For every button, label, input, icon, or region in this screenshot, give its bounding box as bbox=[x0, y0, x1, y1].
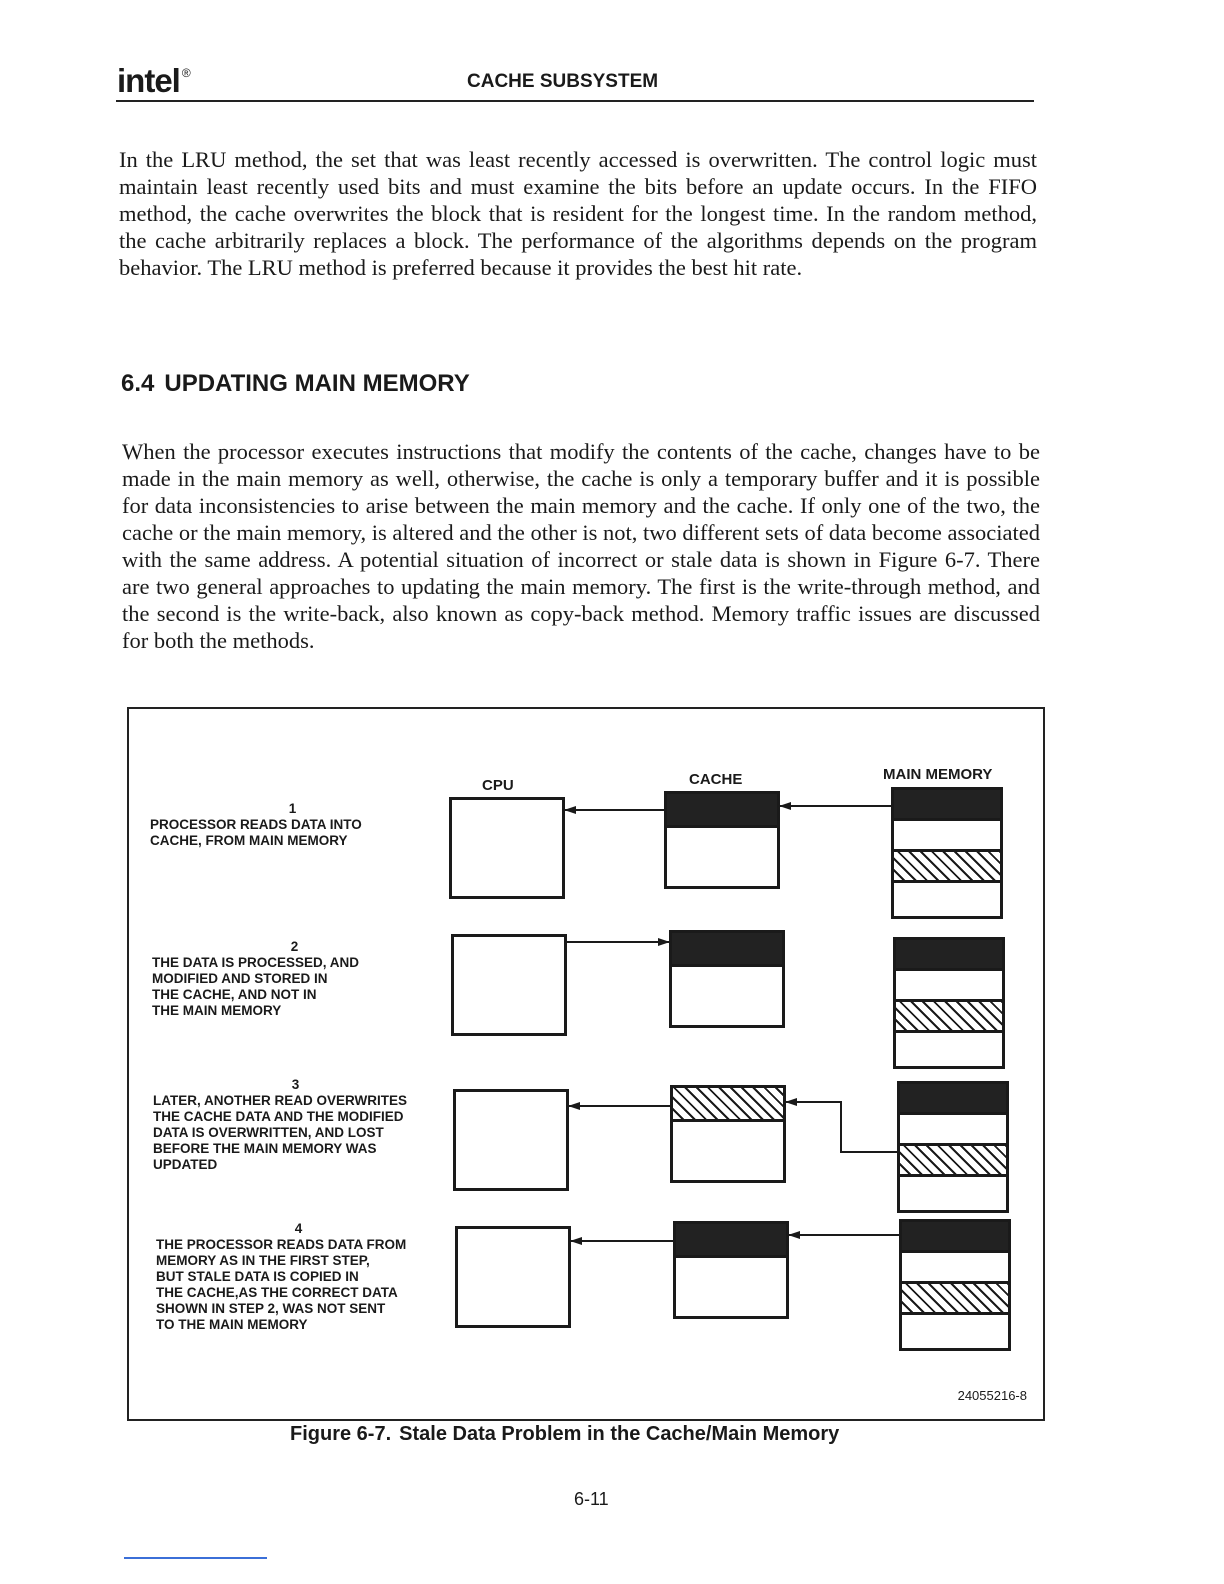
cache-line-modified bbox=[672, 933, 782, 967]
step-1-number: 1 bbox=[288, 801, 297, 816]
step-4-cpu bbox=[455, 1226, 571, 1328]
header-rule bbox=[116, 100, 1034, 102]
memory-line bbox=[902, 1315, 1008, 1346]
memory-line bbox=[902, 1253, 1008, 1284]
step-1-main-memory bbox=[891, 787, 1003, 919]
column-head-cpu: CPU bbox=[482, 777, 514, 794]
step-4-description bbox=[156, 1221, 456, 1333]
cache-line-overwritten bbox=[673, 1088, 783, 1122]
step-2-text: THE DATA IS PROCESSED, AND MODIFIED AND STORED IN THE CACHE, AND NOT IN THE MAIN MEMORY bbox=[152, 955, 360, 1018]
step-3-number: 3 bbox=[291, 1077, 300, 1092]
step-1-cache bbox=[664, 791, 780, 889]
registered-mark: ® bbox=[181, 66, 190, 80]
step-2-cpu bbox=[451, 934, 567, 1036]
memory-line bbox=[894, 821, 1000, 852]
column-head-cache: CACHE bbox=[689, 771, 743, 788]
memory-line-old bbox=[894, 852, 1000, 883]
memory-line bbox=[896, 971, 1002, 1002]
page-number: 6-11 bbox=[574, 1489, 609, 1509]
paragraph-replacement-methods: In the LRU method, the set that was least recently accessed is overwritten. The control logic must maintain least recently used bits and must examine the bits before an update occurs. In the FIFO method, the cache overwrites the block that is resident for the longest time. In the random method, the cache arbitrarily replaces a block. The performance of the algorithms depends on the program behavior. The LRU method is preferred because it provides the best hit rate. bbox=[119, 147, 1037, 280]
footer-divider bbox=[124, 1557, 267, 1559]
caption-number: Figure 6-7. bbox=[290, 1423, 392, 1445]
step-2-cache bbox=[669, 930, 785, 1028]
step-2-main-memory bbox=[893, 937, 1005, 1069]
running-head: CACHE SUBSYSTEM bbox=[467, 71, 659, 92]
figure-stale-data bbox=[127, 707, 1045, 1421]
memory-line bbox=[900, 1115, 1006, 1146]
figure-id: 24055216-8 bbox=[957, 1388, 1027, 1403]
step-3-cpu bbox=[453, 1089, 569, 1191]
memory-line-fresh bbox=[896, 940, 1002, 971]
step-1-description bbox=[150, 801, 450, 849]
cache-line-fresh bbox=[667, 794, 777, 828]
memory-line bbox=[896, 1033, 1002, 1064]
step-1-text: PROCESSOR READS DATA INTO CACHE, FROM MAIN MEMORY bbox=[150, 817, 362, 848]
memory-line bbox=[894, 883, 1000, 914]
step-4-text: THE PROCESSOR READS DATA FROM MEMORY AS IN THE FIRST STEP, BUT STALE DATA IS COPIED IN THE CACHE,AS THE CORRECT DATA SHOWN IN STEP 2, WAS NOT SENT TO THE MAIN MEMORY bbox=[156, 1237, 407, 1332]
memory-line bbox=[900, 1177, 1006, 1208]
memory-line-fresh bbox=[900, 1084, 1006, 1115]
memory-line-old bbox=[900, 1146, 1006, 1177]
step-3-cache bbox=[670, 1085, 786, 1183]
logo-text: intel bbox=[117, 62, 180, 99]
step-2-description bbox=[152, 939, 452, 1019]
paragraph-updating-memory: When the processor executes instructions that modify the contents of the cache, changes have to be made in the main memory as well, otherwise, the cache is only a temporary buffer and it is possible for data inconsistencies to arise between the main memory and the cache. If only one of the two, the cache or the main memory, is altered and the other is not, two different sets of data become associated with the same address. A potential situation of incorrect or stale data is shown in Figure 6-7. There are two general approaches to updating the main memory. The first is the write-through method, and the second is the write-back, also known as copy-back method. Memory traffic issues are discussed for both the methods. bbox=[122, 439, 1040, 653]
cache-line-stale bbox=[676, 1224, 786, 1258]
section-heading bbox=[121, 370, 470, 398]
memory-line-fresh bbox=[902, 1222, 1008, 1253]
memory-line-old bbox=[902, 1284, 1008, 1315]
memory-line-fresh bbox=[894, 790, 1000, 821]
section-title: UPDATING MAIN MEMORY bbox=[164, 370, 470, 397]
step-4-number: 4 bbox=[294, 1221, 303, 1236]
step-3-description bbox=[153, 1077, 453, 1173]
section-number: 6.4 bbox=[121, 370, 155, 397]
step-4-cache bbox=[673, 1221, 789, 1319]
caption-title: Stale Data Problem in the Cache/Main Memory bbox=[399, 1423, 840, 1445]
arrow-memory-to-cache bbox=[786, 1102, 897, 1152]
step-4-main-memory bbox=[899, 1219, 1011, 1351]
step-2-number: 2 bbox=[290, 939, 299, 954]
step-3-main-memory bbox=[897, 1081, 1009, 1213]
column-head-main-memory: MAIN MEMORY bbox=[883, 766, 993, 783]
step-1-cpu bbox=[449, 797, 565, 899]
memory-line-old bbox=[896, 1002, 1002, 1033]
intel-logo bbox=[117, 62, 190, 100]
step-3-text: LATER, ANOTHER READ OVERWRITES THE CACHE DATA AND THE MODIFIED DATA IS OVERWRITTEN, AND LOST BEFORE THE MAIN MEMORY WAS UPDATED bbox=[153, 1093, 408, 1172]
figure-caption bbox=[290, 1423, 839, 1446]
